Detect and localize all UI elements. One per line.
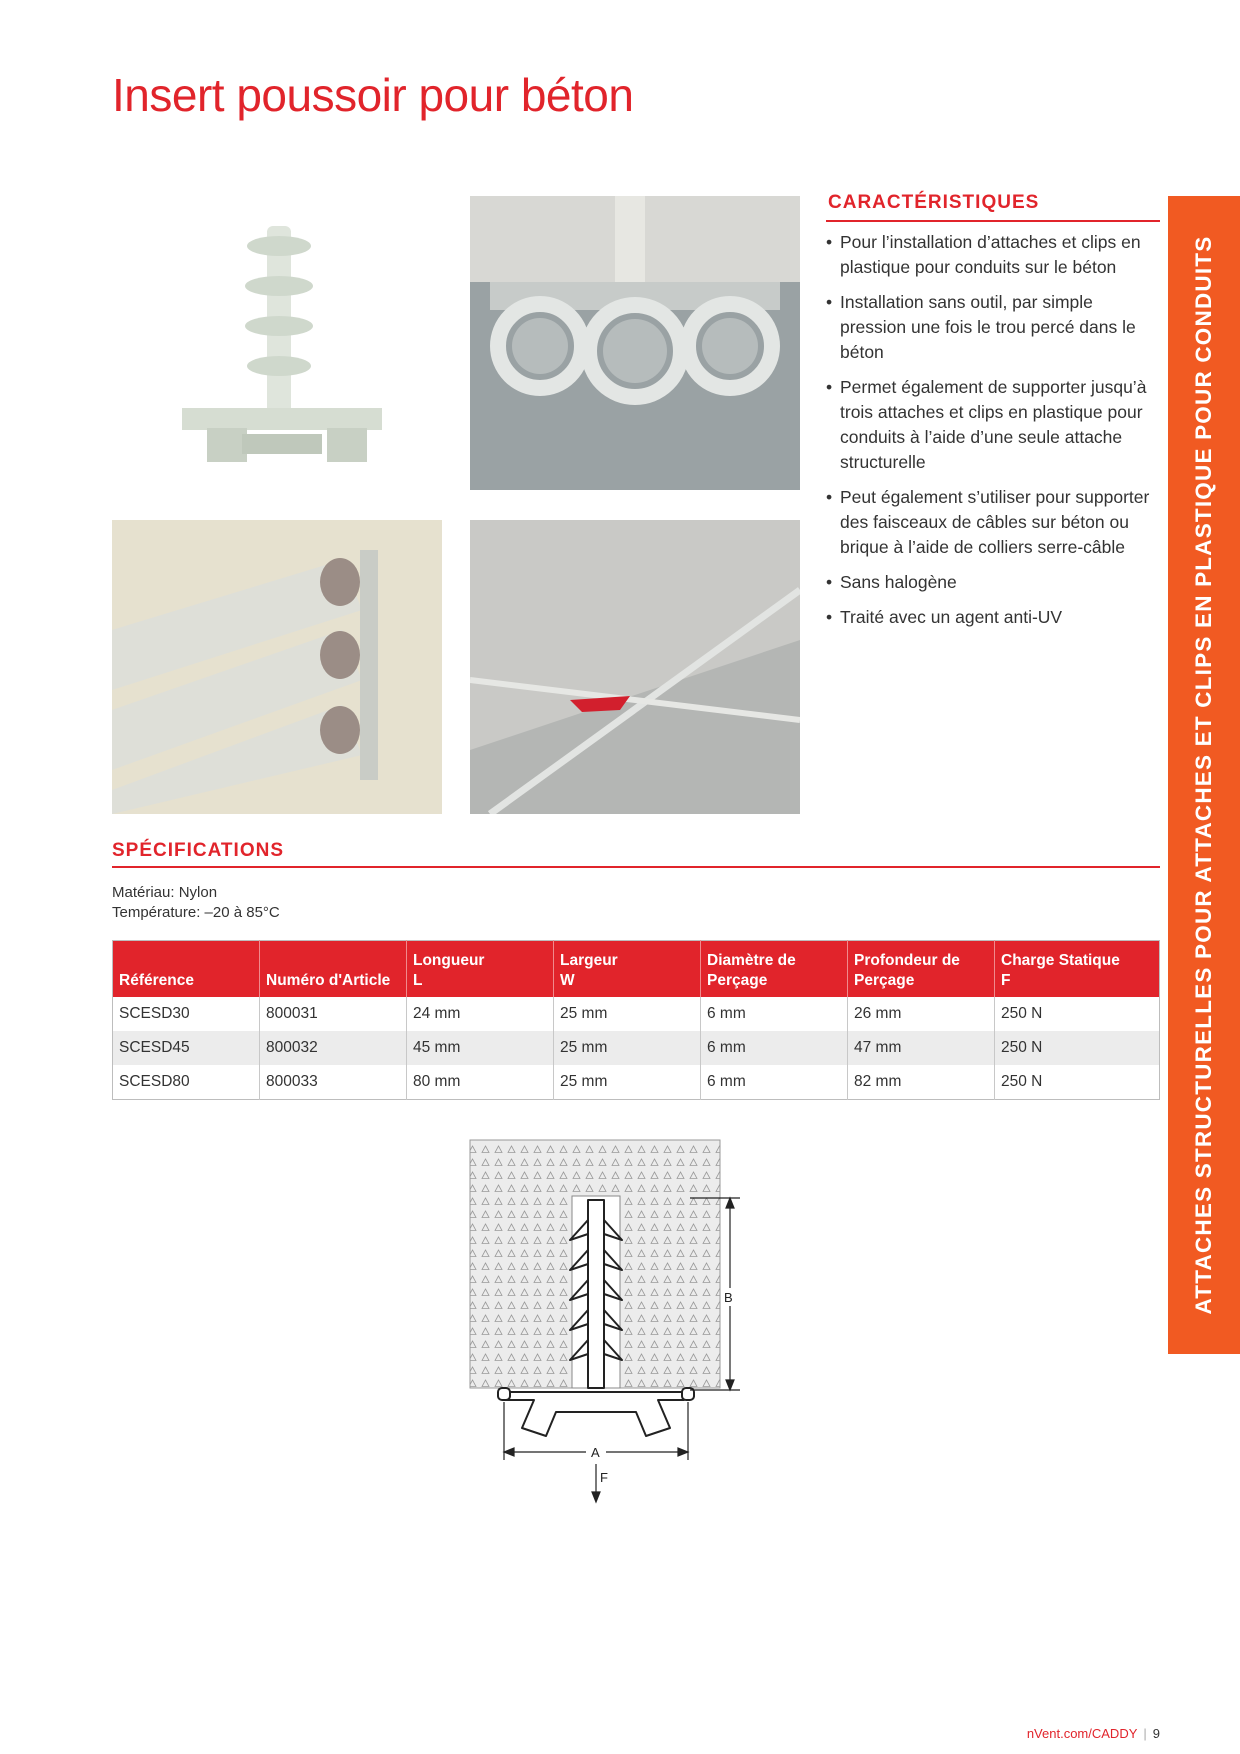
features-rule [826, 220, 1160, 222]
cell-reference: SCESD30 [113, 997, 260, 1031]
product-photo-wall-conduits [112, 520, 442, 814]
col-article-number: Numéro d'Article [260, 941, 407, 998]
label-a: A [591, 1445, 600, 1460]
footer-site-link[interactable]: nVent.com/CADDY [1026, 1726, 1138, 1741]
label-b: B [724, 1290, 733, 1305]
spec-temperature: Température: –20 à 85°C [112, 904, 280, 921]
cell-article-number: 800031 [260, 997, 407, 1031]
cell-hole-depth: 26 mm [848, 997, 995, 1031]
specs-heading: SPÉCIFICATIONS [112, 840, 284, 861]
force-arrow [592, 1464, 600, 1502]
product-photo-ceiling-cable [470, 520, 800, 814]
cell-hole-diameter: 6 mm [701, 1065, 848, 1100]
section-side-tab [1168, 196, 1240, 1354]
label-f: F [600, 1470, 608, 1485]
cell-length: 24 mm [407, 997, 554, 1031]
col-hole-diameter: Diamètre de Perçage [701, 941, 848, 998]
table-header-row [113, 941, 1160, 998]
product-photo-ceiling-clips [470, 196, 800, 490]
col-reference: Référence [113, 941, 260, 998]
features-heading: CARACTÉRISTIQUES [828, 192, 1040, 213]
cell-width: 25 mm [554, 1031, 701, 1065]
feature-item: • Pour l’installation d’attaches et clips en plastique pour conduits sur le béton [826, 230, 1156, 280]
cell-hole-depth: 82 mm [848, 1065, 995, 1100]
table-row [113, 1031, 1160, 1065]
cell-reference: SCESD45 [113, 1031, 260, 1065]
feature-item: • Peut également s’utiliser pour supporter des faisceaux de câbles sur béton ou brique à l’aide de colliers serre-câble [826, 485, 1156, 560]
specs-table [112, 940, 1160, 1100]
footer [1027, 1726, 1160, 1741]
table-row [113, 1065, 1160, 1100]
dimension-diagram [440, 1130, 770, 1520]
col-length: Longueur L [407, 941, 554, 998]
cell-hole-diameter: 6 mm [701, 1031, 848, 1065]
cell-static-load: 250 N [995, 1031, 1160, 1065]
cell-hole-depth: 47 mm [848, 1031, 995, 1065]
specs-rule [112, 866, 1160, 868]
col-width: Largeur W [554, 941, 701, 998]
feature-item: • Permet également de supporter jusqu’à trois attaches et clips en plastique pour conduits à l’aide d’une seule attache structurelle [826, 375, 1156, 475]
footer-separator: | [1143, 1726, 1147, 1741]
side-tab-label: ATTACHES STRUCTURELLES POUR ATTACHES ET CLIPS EN PLASTIQUE POUR CONDUITS [1191, 235, 1216, 1315]
cell-static-load: 250 N [1001, 1005, 1043, 1022]
table-row [113, 997, 1160, 1031]
cell-width: 25 mm [554, 1065, 701, 1100]
page-number: 9 [1152, 1726, 1160, 1741]
spec-material: Matériau: Nylon [112, 884, 218, 901]
cell-article-number: 800033 [260, 1065, 407, 1100]
cell-width: 25 mm [554, 997, 701, 1031]
cell-hole-diameter: 6 mm [701, 997, 848, 1031]
feature-item: • Installation sans outil, par simple pression une fois le trou percé dans le béton [826, 290, 1156, 365]
product-photo-insert [112, 196, 442, 490]
page-title: Insert poussoir pour béton [112, 69, 634, 121]
feature-item: • Traité avec un agent anti-UV [826, 605, 1156, 630]
feature-item: • Sans halogène [826, 570, 1156, 595]
cell-length: 45 mm [407, 1031, 554, 1065]
features-list [826, 230, 1156, 640]
cell-article-number: 800032 [260, 1031, 407, 1065]
cell-static-load: 250 N [1001, 1073, 1043, 1090]
col-hole-depth: Profondeur de Perçage [848, 941, 995, 998]
cell-length: 80 mm [407, 1065, 554, 1100]
col-static-load: Charge Statique F [995, 941, 1160, 998]
cell-reference: SCESD80 [113, 1065, 260, 1100]
